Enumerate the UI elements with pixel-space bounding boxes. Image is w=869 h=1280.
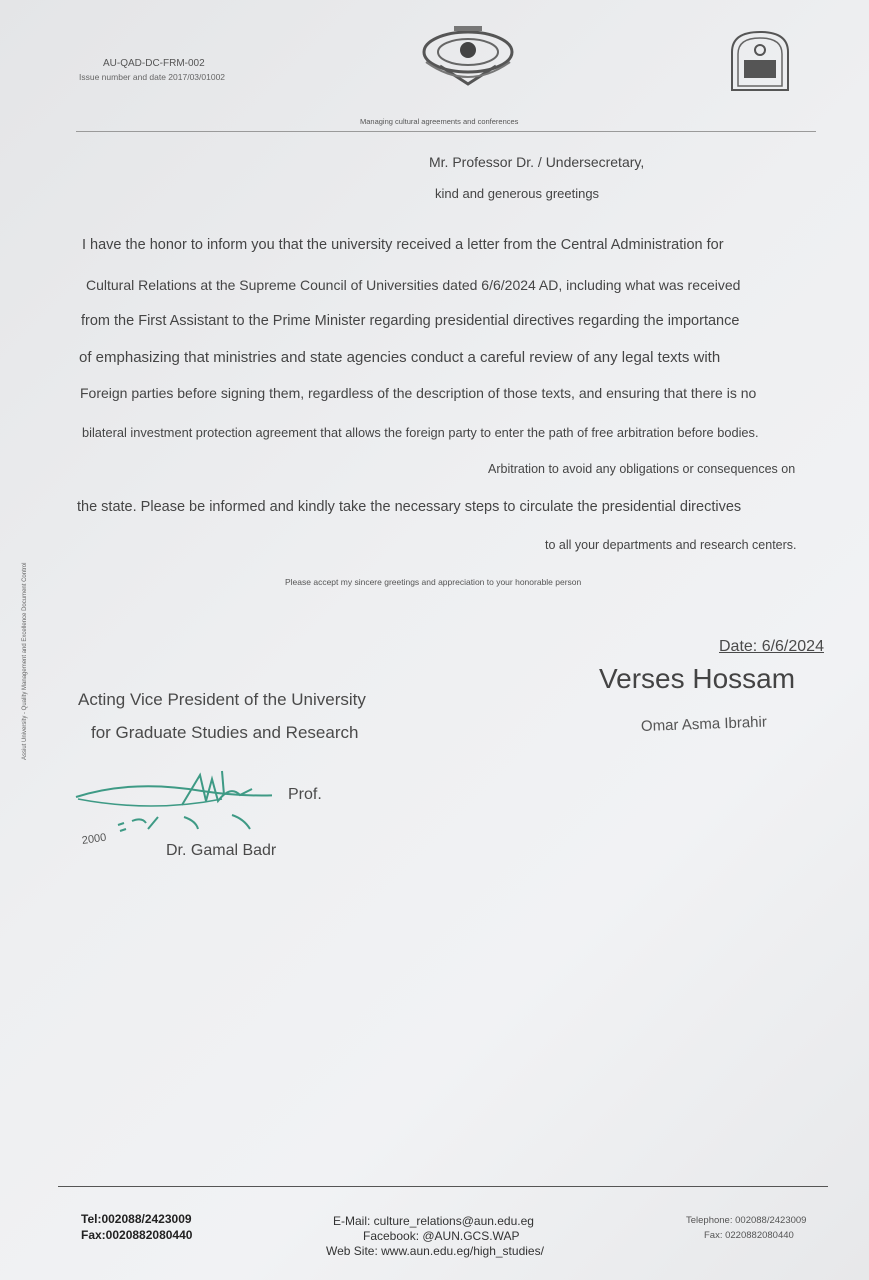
header-divider xyxy=(76,131,816,132)
footer-telephone: Telephone: 002088/2423009 xyxy=(686,1215,807,1226)
side-margin-text: Assiut University - Quality Management and Excellence Document Control xyxy=(22,562,28,760)
sub-name: Omar Asma Ibrahir xyxy=(640,713,768,735)
body-line: to all your departments and research centers. xyxy=(545,538,797,552)
handwritten-name: Verses Hossam xyxy=(599,663,796,694)
handwritten-signature xyxy=(72,765,272,835)
issue-number: Issue number and date 2017/03/01002 xyxy=(79,72,226,82)
body-line: Cultural Relations at the Supreme Council of Universities dated 6/6/2024 AD, including what was received xyxy=(86,277,741,293)
footer-divider xyxy=(58,1186,828,1187)
salutation: Mr. Professor Dr. / Undersecretary, xyxy=(429,154,645,170)
prof-title: Prof. xyxy=(288,786,322,803)
body-line: of emphasizing that ministries and state agencies conduct a careful review of any legal texts with xyxy=(79,349,721,366)
footer-fax-secondary: Fax: 0220882080440 xyxy=(704,1230,794,1241)
body-line: from the First Assistant to the Prime Minister regarding presidential directives regarding the importance xyxy=(81,313,740,329)
body-line: the state. Please be informed and kindly take the necessary steps to circulate the presidential directives xyxy=(77,499,742,515)
letter-date: Date: 6/6/2024 xyxy=(719,638,824,655)
footer-website[interactable]: Web Site: www.aun.edu.eg/high_studies/ xyxy=(326,1244,544,1258)
university-logo xyxy=(410,22,526,94)
department-title: Managing cultural agreements and conferences xyxy=(360,117,519,126)
footer-tel: Tel:002088/2423009 xyxy=(81,1212,192,1226)
signatory-title-line1: Acting Vice President of the University xyxy=(78,690,366,709)
body-line: I have the honor to inform you that the university received a letter from the Central Administration for xyxy=(82,237,724,253)
signatory-name: Dr. Gamal Badr xyxy=(166,842,277,859)
body-line: Arbitration to avoid any obligations or consequences on xyxy=(488,462,796,476)
footer-email[interactable]: E-Mail: culture_relations@aun.edu.eg xyxy=(333,1214,534,1228)
greeting: kind and generous greetings xyxy=(435,186,600,201)
body-line: Foreign parties before signing them, regardless of the description of those texts, and ensuring that there is no xyxy=(80,385,757,401)
university-seal xyxy=(728,30,792,92)
footer-fax: Fax:0020882080440 xyxy=(81,1228,193,1242)
signature-year: 2000 xyxy=(81,831,108,847)
body-line: bilateral investment protection agreement that allows the foreign party to enter the path of free arbitration before bodies. xyxy=(82,425,759,440)
form-code: AU-QAD-DC-FRM-002 xyxy=(103,58,205,69)
closing-line: Please accept my sincere greetings and appreciation to your honorable person xyxy=(285,577,582,587)
footer-facebook[interactable]: Facebook: @AUN.GCS.WAP xyxy=(363,1229,520,1243)
signatory-title-line2: for Graduate Studies and Research xyxy=(91,723,359,742)
